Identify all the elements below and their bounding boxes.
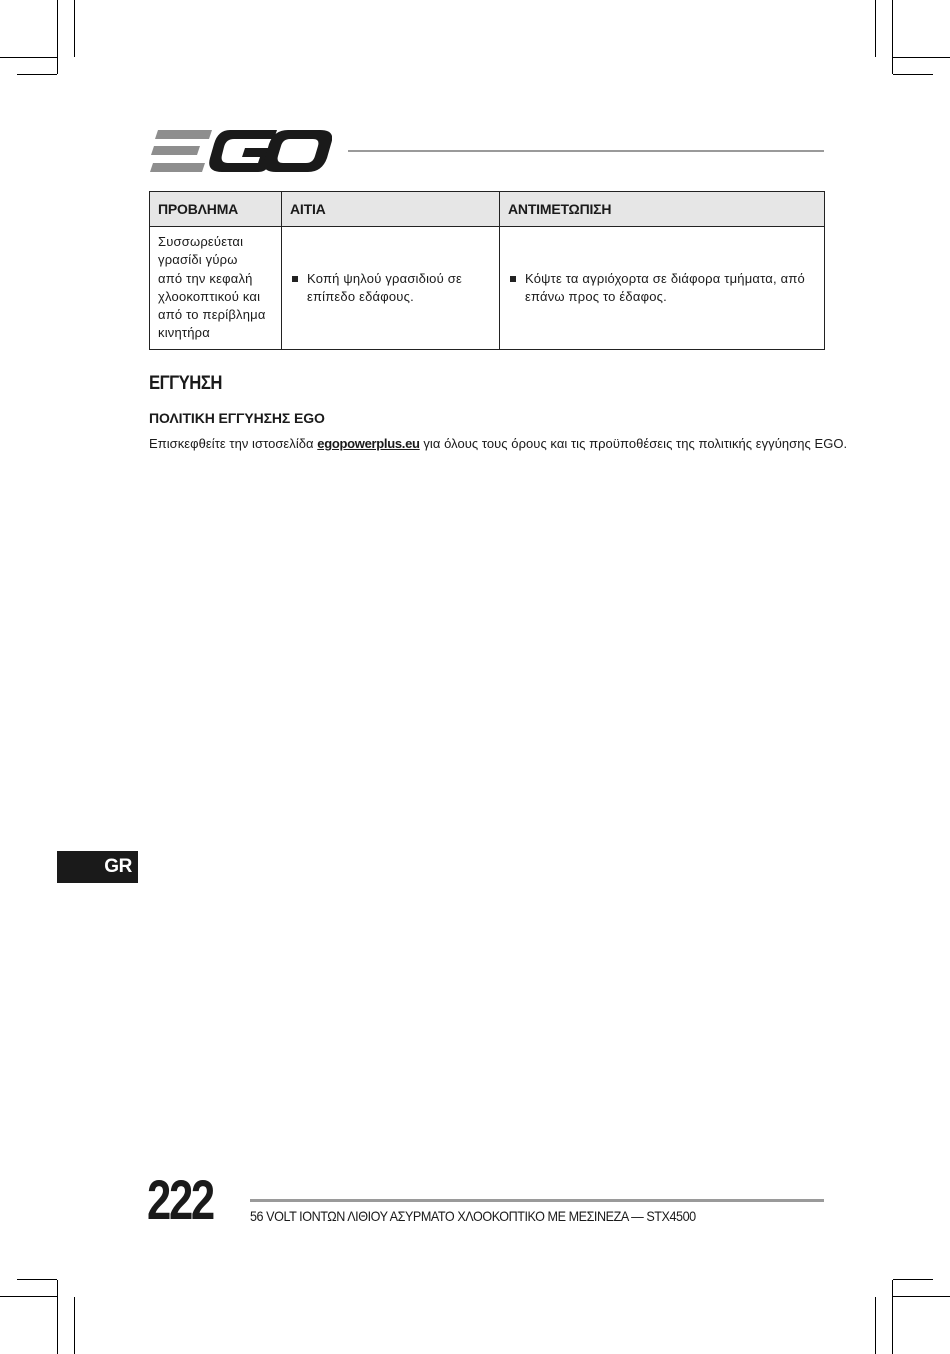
column-header-problem: ΠΡΟΒΛΗΜΑ [150,192,282,227]
problem-line: από το περίβλημα [158,307,266,323]
crop-mark [892,0,893,74]
crop-mark [892,1280,893,1354]
crop-mark [57,1280,58,1354]
problem-cell [150,227,282,350]
crop-mark [17,1279,57,1280]
solution-line: Κόψτε τα αγριόχορτα σε διάφορα τμήματα, από [525,270,805,286]
language-tab: GR [57,851,138,883]
section-subtitle: ΠΟΛΙΤΙΚΗ ΕΓΓΥΗΣΗΣ EGO [149,410,325,426]
crop-mark [74,1297,75,1354]
solution-cell [500,227,825,350]
problem-line: χλοοκοπτικού και [158,288,261,304]
column-header-solution: ΑΝΤΙΜΕΤΩΠΙΣΗ [500,192,825,227]
troubleshooting-table [149,191,825,350]
footer-rule [250,1199,824,1202]
warranty-text-before: Επισκεφθείτε την ιστοσελίδα [149,436,318,451]
crop-mark [875,0,876,57]
cause-line: Κοπή ψηλού γρασιδιού σε [307,270,462,286]
crop-mark [74,0,75,57]
problem-line: Συσσωρεύεται [158,234,244,249]
column-header-cause: ΑΙΤΙΑ [282,192,500,227]
cause-cell [282,227,500,350]
problem-line: κινητήρα [158,325,210,341]
page-number: 222 [147,1168,213,1231]
crop-mark [0,1296,57,1297]
crop-mark [875,1297,876,1354]
warranty-text-after: για όλους τους όρους και τις προϋποθέσεις της πολιτικής εγγύησης EGO. [419,436,848,451]
warranty-paragraph [149,436,847,451]
solution-bullet [508,270,816,307]
cause-bullet [290,270,491,307]
problem-line: γρασίδι γύρω [158,252,238,268]
crop-mark [0,57,57,58]
crop-mark [57,0,58,74]
crop-mark [893,57,950,58]
cause-line: επίπεδο εδάφους. [307,288,414,304]
crop-mark [893,74,933,75]
warranty-link[interactable]: egopowerplus.eu [317,436,420,451]
header-rule [348,150,824,152]
crop-mark [893,1279,933,1280]
crop-mark [17,74,57,75]
square-bullet-icon [510,276,516,282]
footer-title: 56 VOLT ΙΟΝΤΩΝ ΛΙΘΙΟΥ ΑΣΥΡΜΑΤΟ ΧΛΟΟΚΟΠΤΙΚΟ ΜΕ ΜΕΣΙΝΕΖΑ — STX4500 [250,1208,696,1224]
table-row [150,227,825,350]
table-header-row [150,192,825,227]
crop-mark [893,1296,950,1297]
section-title: ΕΓΓΥΗΣΗ [149,373,222,394]
problem-line: από την κεφαλή [158,270,253,286]
ego-logo [150,130,332,172]
solution-line: επάνω προς το έδαφος. [525,288,667,304]
square-bullet-icon [292,276,298,282]
